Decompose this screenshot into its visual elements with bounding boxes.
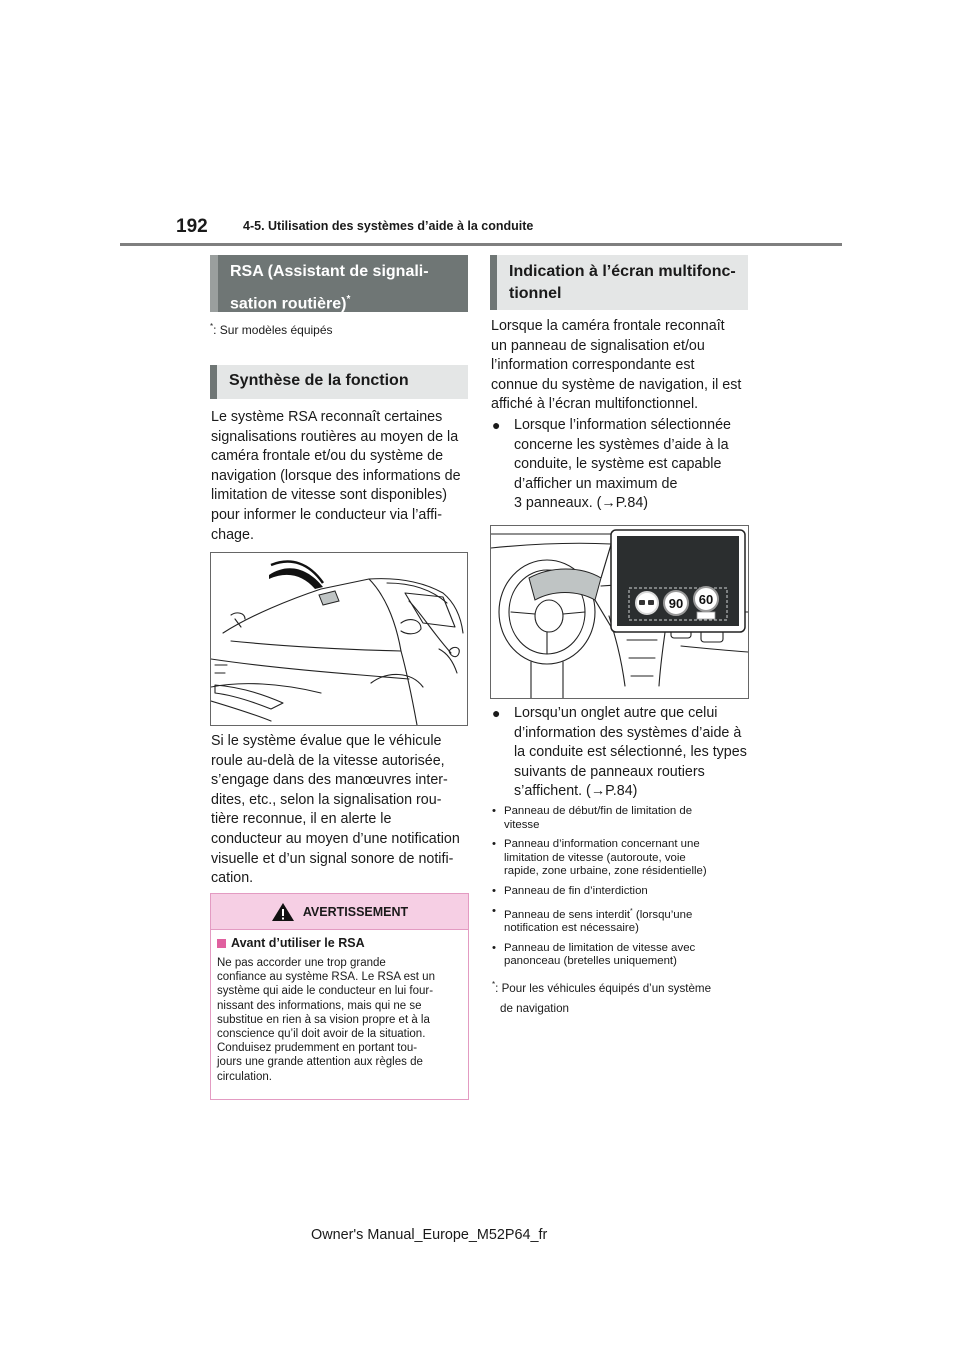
footnote-line: : Pour les véhicules équipés d’un système <box>495 981 712 995</box>
list-item-line: Panneau de début/fin de limitation de <box>504 805 693 817</box>
bullet-dot-icon: • <box>492 941 496 954</box>
warning-line: Ne pas accorder une trop grande <box>217 957 386 969</box>
bullet-driving-assist <box>492 416 752 514</box>
bullet1-line: Lorsque l’information sélectionnée <box>514 417 731 433</box>
list-item-line: limitation de vitesse (autoroute, voie <box>504 851 686 864</box>
warning-line: substitue en rien à sa vision propre et à la <box>217 1013 430 1026</box>
para2-line: conducteur au moyen d’une notification <box>211 830 460 847</box>
warning-title: AVERTISSEMENT <box>302 904 409 919</box>
para2-line: dites, etc., selon la signalisation rou- <box>211 791 442 808</box>
rsa-title <box>210 255 468 312</box>
warning-line: circulation. <box>217 1070 272 1083</box>
para2-line: s’engage dans des manœuvres inter- <box>211 772 448 789</box>
rsa-title-mark: * <box>346 294 351 305</box>
warning-subtitle <box>217 936 456 950</box>
warning-line: jours une grande attention aux règles de <box>217 1056 423 1069</box>
list-item-line: Panneau de fin d’interdiction <box>504 884 648 897</box>
availability-footnote <box>210 322 333 337</box>
warning-header <box>211 894 468 930</box>
bullet-dot-icon: • <box>492 904 496 917</box>
navigation-footnote <box>492 975 754 1019</box>
bullet1-line: d’afficher un maximum de <box>514 475 678 492</box>
rsa-title-line2: sation routière) <box>230 295 347 313</box>
intro-line: connue du système de navigation, il est <box>491 376 742 393</box>
bullet1-line: concerne les systèmes d’aide à la <box>514 436 729 453</box>
footnote-ref: * <box>630 907 633 915</box>
rsa-title-line1: RSA (Assistant de signali- <box>230 263 429 280</box>
bullet-other-tab <box>492 704 752 802</box>
para1-line: signalisations routières au moyen de la <box>211 428 459 445</box>
para1-line: pour informer le conducteur via l’affi- <box>211 506 442 523</box>
warning-line: système qui aide le conducteur en lui four- <box>217 985 434 998</box>
list-item-line: Panneau d’information concernant une <box>504 838 700 851</box>
bullet-dot-icon: • <box>492 805 496 817</box>
bullet-dot-icon: • <box>492 838 496 851</box>
page-number: 192 <box>176 216 208 237</box>
bullet1-line: conduite, le système est capable <box>514 456 722 473</box>
warning-text <box>217 956 456 1084</box>
display-heading-line2: tionnel <box>509 285 562 302</box>
warning-line: conscience qu’il doit avoir de la situation. <box>217 1028 426 1041</box>
intro-line: affiché à l’écran multifonctionnel. <box>491 396 699 413</box>
para2-line: visuelle et d’un signal sonore de notifi- <box>211 850 454 867</box>
bullet-dot-icon: • <box>492 884 496 897</box>
bullet-dot-icon: ● <box>492 417 501 433</box>
car-drawing <box>211 553 467 725</box>
bullet2-line: Lorsqu’un onglet autre que celui <box>514 705 718 721</box>
bullet2-line: la conduite est sélectionné, les types <box>514 744 747 761</box>
warning-body <box>211 930 468 1084</box>
list-item-line: vitesse <box>504 818 540 831</box>
square-bullet-icon <box>217 939 226 948</box>
warning-box <box>210 893 469 1100</box>
bullet2-line: d’information des systèmes d’aide à <box>514 724 742 741</box>
intro-line: un panneau de signalisation et/ou <box>491 337 705 354</box>
display-intro <box>491 317 751 415</box>
dashboard-drawing <box>491 526 748 698</box>
warning-subtitle-text: Avant d’utiliser le RSA <box>231 936 365 950</box>
speed-sign-90: 90 <box>668 596 684 611</box>
footnote-text: : Sur modèles équipés <box>213 323 333 337</box>
sign-types-list <box>492 805 754 1019</box>
list-item-line: (lorsqu’une <box>632 908 693 921</box>
para1-line: navigation (lorsque des informations de <box>211 467 461 484</box>
header-rule <box>120 243 842 246</box>
bullet2-line: s’affichent. (→P.84) <box>514 783 638 800</box>
car-camera-illustration <box>210 552 468 726</box>
bullet1-line: 3 panneaux. (→P.84) <box>514 495 649 512</box>
list-item-line: panonceau (bretelles uniquement) <box>504 955 677 968</box>
description-paragraph <box>211 408 469 545</box>
list-item-line: rapide, zone urbaine, zone résidentielle) <box>504 865 707 878</box>
para1-line: chage. <box>211 526 254 543</box>
para1-line: caméra frontale et/ou du système de <box>211 448 444 465</box>
list-item <box>492 838 754 879</box>
para2-line: Si le système évalue que le véhicule <box>211 733 442 749</box>
warning-triangle-icon <box>271 902 295 922</box>
para2-line: cation. <box>211 870 254 887</box>
intro-line: Lorsque la caméra frontale reconnaît <box>491 318 725 334</box>
section-title: 4-5. Utilisation des systèmes d’aide à la conduite <box>243 219 534 233</box>
display-heading <box>490 255 748 310</box>
list-item-line: notification est nécessaire) <box>504 921 639 934</box>
dashboard-display-illustration <box>490 525 749 699</box>
footnote-line: de navigation <box>500 1001 569 1015</box>
footnote-mark: * <box>492 979 496 989</box>
para1-line: Le système RSA reconnaît certaines <box>211 409 443 425</box>
list-item <box>492 885 754 899</box>
warning-line: confiance au système RSA. Le RSA est un <box>217 971 435 984</box>
list-item-line: Panneau de limitation de vitesse avec <box>504 941 696 954</box>
para2-line: roule au-delà de la vitesse autorisée, <box>211 752 445 769</box>
para1-line: limitation de vitesse sont disponibles) <box>211 487 448 504</box>
warning-line: nissant des informations, mais qui ne se <box>217 999 422 1012</box>
bullet2-line: suivants de panneaux routiers <box>514 763 705 780</box>
list-item <box>492 805 754 832</box>
list-item <box>492 942 754 969</box>
intro-line: l’information correspondante est <box>491 357 695 374</box>
list-item-line: Panneau de sens interdit <box>504 908 631 921</box>
para2-line: tière reconnue, il en alerte le <box>211 811 392 828</box>
overview-subheading: Synthèse de la fonction <box>210 365 468 399</box>
list-item <box>492 905 754 936</box>
footer-doc-id: Owner's Manual_Europe_M52P64_fr <box>311 1227 548 1243</box>
display-heading-line1: Indication à l’écran multifonc- <box>509 263 736 280</box>
alert-paragraph <box>211 732 469 889</box>
footnote-mark: * <box>210 322 214 331</box>
bullet-dot-icon: ● <box>492 705 501 721</box>
speed-sign-60: 60 <box>698 592 714 607</box>
warning-line: Conduisez prudemment en portant tou- <box>217 1042 418 1055</box>
